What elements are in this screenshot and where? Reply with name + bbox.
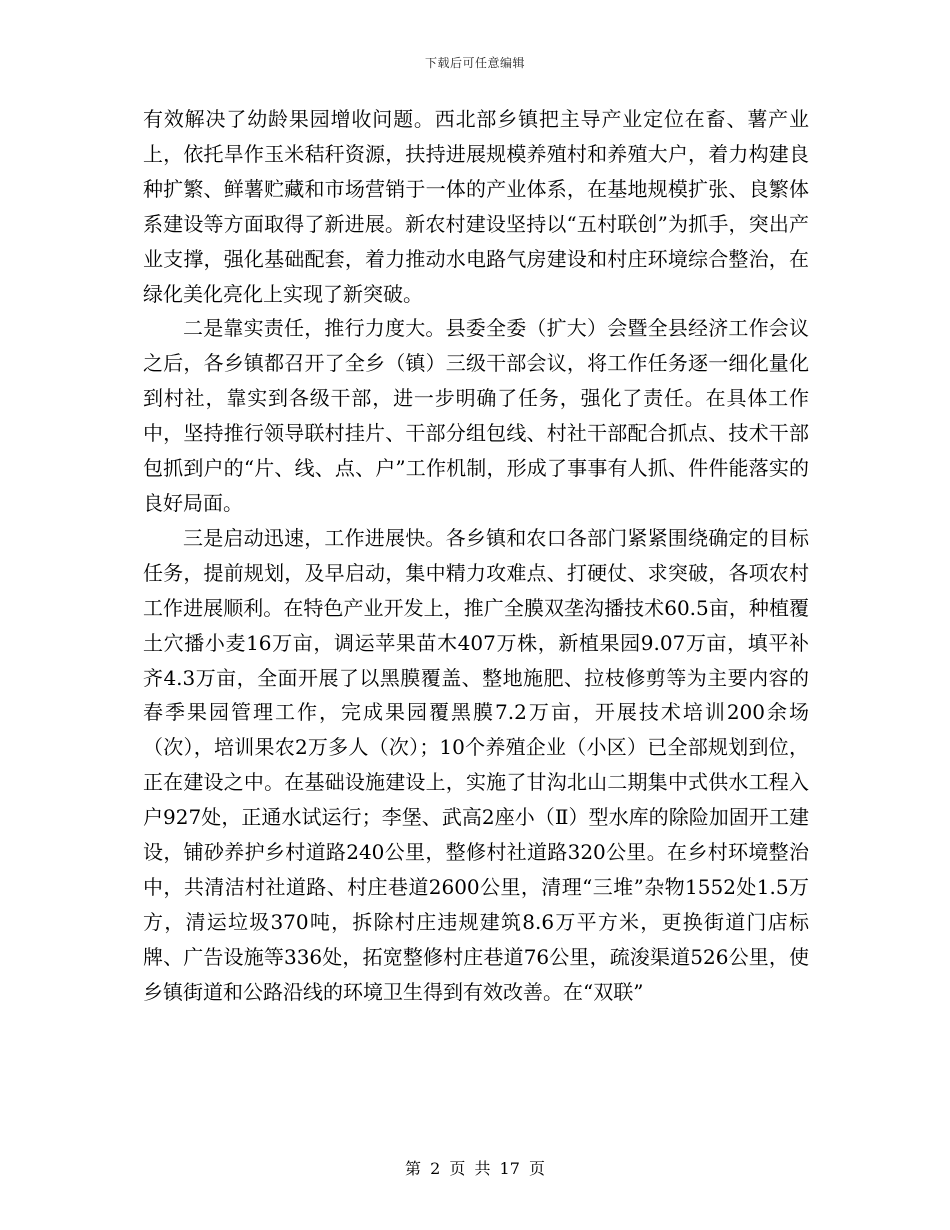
page-number-footer: 第 2 页 共 17 页	[405, 1159, 545, 1178]
page-header: 下载后可任意编辑	[424, 56, 525, 70]
paragraph-3: 三是启动迅速，工作进展快。各乡镇和农口各部门紧紧围绕确定的目标任务，提前规划，及早启动，集中精力攻难点、打硬仗、求突破，各项农村工作进展顺利。在特色产业开发上，推广全膜双垄沟播技术60.5亩，种植覆土穴播小麦16万亩，调运苹果苗木407万株，新植果园9.07万亩，填平补齐4.3万亩，全面开展了以黑膜覆盖、整地施肥、拉枝修剪等为主要内容的春季果园管理工作，完成果园覆黑膜7.2万亩，开展技术培训200余场（次），培训果农2万多人（次）；10个养殖企业（小区）已全部规划到位，正在建设之中。在基础设施建设上，实施了甘沟北山二期集中式供水工程入户927处，正通水试运行；李堡、武高2座小（Ⅱ）型水库的除险加固开工建设，铺砂养护乡村道路240公里，整修村社道路320公里。在乡村环境整治中，共清洁村社道路、村庄巷道2600公里，清理“三堆”杂物1552处1.5万方，清运垃圾370吨，拆除村庄违规建筑8.6万平方米，更换街道门店标牌、广告设施等336处，拓宽整修村庄巷道76公里，疏浚渠道526公里，使乡镇街道和公路沿线的环境卫生得到有效改善。在“双联”	[143, 525, 809, 1004]
document-body	[143, 102, 809, 1010]
paragraph-2: 二是靠实责任，推行力度大。县委全委（扩大）会暨全县经济工作会议之后，各乡镇都召开了全乡（镇）三级干部会议，将工作任务逐一细化量化到村社，靠实到各级干部，进一步明确了任务，强化了责任。在具体工作中，坚持推行领导联村挂片、干部分组包线、村社干部配合抓点、技术干部包抓到户的“片、线、点、户”工作机制，形成了事事有人抓、件件能落实的良好局面。	[143, 316, 809, 515]
paragraph-1: 有效解决了幼龄果园增收问题。西北部乡镇把主导产业定位在畜、薯产业上，依托旱作玉米秸秆资源，扶持进展规模养殖村和养殖大户，着力构建良种扩繁、鲜薯贮藏和市场营销于一体的产业体系，在基地规模扩张、良繁体系建设等方面取得了新进展。新农村建设坚持以“五村联创”为抓手，突出产业支撑，强化基础配套，着力推动水电路气房建设和村庄环境综合整治，在绿化美化亮化上实现了新突破。	[143, 107, 809, 306]
